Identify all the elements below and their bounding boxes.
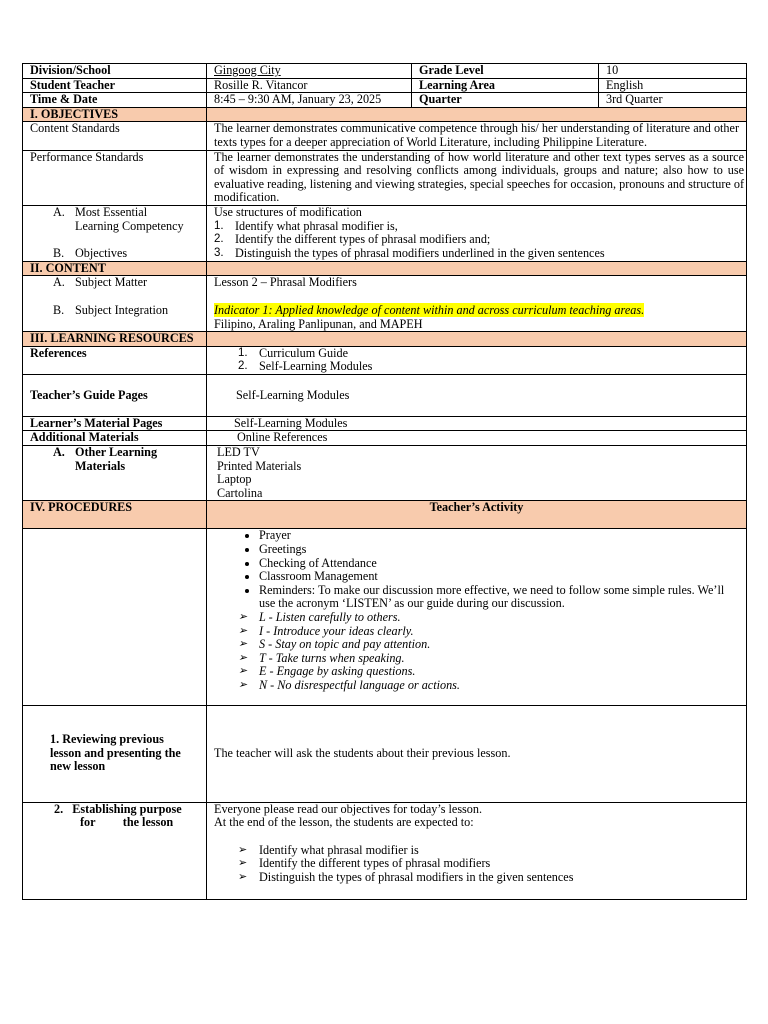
procedures-heading: IV. PROCEDURES <box>23 501 207 529</box>
item-text: L - Listen carefully to others. <box>259 610 401 624</box>
list-item: • Greetings <box>259 543 739 557</box>
references-label: References <box>23 346 207 374</box>
objectives-heading: I. OBJECTIVES <box>23 107 207 122</box>
arrow-bullet-icon: ➢ <box>238 843 248 856</box>
list-item: Laptop <box>217 472 252 487</box>
teacher-label: Student Teacher <box>23 78 207 93</box>
arrow-bullet-icon: ➢ <box>238 624 248 637</box>
subject-label-cell <box>23 276 207 332</box>
item-text: Curriculum Guide <box>259 345 349 360</box>
item-text: Distinguish the types of phrasal modifiers in the given sentences <box>259 869 574 884</box>
list-item <box>214 233 739 247</box>
step1-row <box>23 705 747 802</box>
teachers-guide-row <box>23 374 747 416</box>
competency-content <box>207 205 747 261</box>
teachers-guide-value: Self-Learning Modules <box>207 374 747 416</box>
subject-matter-label: Subject Matter <box>75 275 148 290</box>
division-label: Division/School <box>23 64 207 79</box>
item-text: Self-Learning Modules <box>259 359 373 374</box>
preliminary-row <box>23 529 747 705</box>
step2-intro: Everyone please read our objectives for today’s lesson. <box>214 801 483 816</box>
list-item: • Classroom Management <box>259 570 739 584</box>
preliminary-content <box>207 529 747 705</box>
item-text: Identify the different types of phrasal modifiers and; <box>235 232 491 247</box>
other-materials-letter: A. <box>53 445 65 460</box>
list-item <box>238 347 739 361</box>
integration-letter: B. <box>53 302 65 317</box>
references-row <box>23 346 747 374</box>
item-number: 3. <box>214 246 224 259</box>
quarter-label: Quarter <box>412 93 599 108</box>
indicator-highlight: Indicator 1: Applied knowledge of content within and across curriculum teaching areas. <box>214 302 645 317</box>
arrow-bullet-icon: ➢ <box>238 870 248 883</box>
item-number: 2. <box>238 360 248 373</box>
list-item <box>214 844 739 858</box>
grade-value: 10 <box>599 64 747 79</box>
step2-expectation: At the end of the lesson, the students are expected to: <box>214 815 474 830</box>
step2-content <box>207 802 747 899</box>
other-materials-row <box>23 446 747 501</box>
subject-letter: A. <box>53 275 65 290</box>
area-label: Learning Area <box>412 78 599 93</box>
learners-material-value: Self-Learning Modules <box>207 416 747 431</box>
subject-integration-value: Filipino, Araling Panlipunan, and MAPEH <box>214 316 423 331</box>
arrow-bullet-icon: ➢ <box>238 611 248 623</box>
subject-integration-label: Subject Integration <box>75 302 169 317</box>
step1-label-line2: lesson and presenting the <box>50 745 181 760</box>
lesson-plan-document <box>22 63 746 900</box>
objectives-letter: B. <box>53 246 65 261</box>
teacher-value: Rosille R. Vitancor <box>207 78 412 93</box>
section-objectives <box>23 107 747 122</box>
item-text: Identify what phrasal modifier is <box>259 842 419 857</box>
list-item: • Checking of Attendance <box>259 557 739 571</box>
teachers-activity-heading: Teacher’s Activity <box>207 501 747 529</box>
resources-heading: III. LEARNING RESOURCES <box>23 332 207 347</box>
references-content <box>207 346 747 374</box>
section-resources <box>23 332 747 347</box>
header-row-division <box>23 64 747 79</box>
step2-label-line2: for the lesson <box>80 815 174 830</box>
item-number: 1. <box>238 346 248 359</box>
list-item <box>214 247 739 261</box>
arrow-bullet-icon: ➢ <box>238 638 248 651</box>
list-item: LED TV <box>217 445 260 460</box>
step2-row <box>23 802 747 899</box>
list-item <box>214 652 739 666</box>
header-row-time <box>23 93 747 108</box>
performance-standards-text: The learner demonstrates the understanding of how world literature and other text types serves as a source of wisdom in expressing and resolving conflicts among individuals, groups and nature; also how to use evaluative reading, listening and viewing strategies, special speeches for occasion, pronouns and structure of modification. <box>207 150 747 205</box>
list-item: Cartolina <box>217 485 263 500</box>
additional-materials-row <box>23 431 747 446</box>
step2-list <box>214 844 739 885</box>
subject-content <box>207 276 747 332</box>
step2-label-line1: 2. Establishing purpose <box>54 801 182 816</box>
list-item <box>214 611 739 625</box>
lesson-plan-table <box>22 63 747 900</box>
learners-material-row <box>23 416 747 431</box>
other-materials-label-line1: Other Learning <box>75 445 158 460</box>
additional-materials-label: Additional Materials <box>23 431 207 446</box>
item-text: N - No disrespectful language or actions. <box>259 677 460 692</box>
time-value: 8:45 – 9:30 AM, January 23, 2025 <box>207 93 412 108</box>
list-item <box>238 360 739 374</box>
other-materials-label-cell <box>23 446 207 501</box>
content-standards-text: The learner demonstrates communicative competence through his/ her understanding of literature and other texts types for a deeper appreciation of World Literature, including Philippine Literature. <box>207 122 747 150</box>
teachers-guide-label: Teacher’s Guide Pages <box>23 374 207 416</box>
header-row-teacher <box>23 78 747 93</box>
references-list <box>214 347 739 374</box>
section-procedures <box>23 501 747 529</box>
other-materials-label-line2: Materials <box>75 458 126 473</box>
item-text: E - Engage by asking questions. <box>259 664 416 679</box>
performance-standards-row <box>23 150 747 205</box>
list-item <box>214 679 739 693</box>
item-text: I - Introduce your ideas clearly. <box>259 623 414 638</box>
division-value: Gingoog City <box>207 64 412 79</box>
list-item <box>214 638 739 652</box>
step1-text: The teacher will ask the students about their previous lesson. <box>207 705 747 802</box>
melc-label-line2: Learning Competency <box>75 218 184 233</box>
content-standards-row <box>23 122 747 150</box>
area-value: English <box>599 78 747 93</box>
item-number: 1. <box>214 219 224 232</box>
learners-material-label: Learner’s Material Pages <box>23 416 207 431</box>
item-text: Identify the different types of phrasal modifiers <box>259 856 491 871</box>
melc-label-line1: Most Essential <box>75 204 148 219</box>
content-heading: II. CONTENT <box>23 261 207 276</box>
list-item: • Prayer <box>259 529 739 543</box>
step1-label-line1: 1. Reviewing previous <box>50 732 164 747</box>
content-standards-label: Content Standards <box>23 122 207 150</box>
arrow-bullet-icon: ➢ <box>238 651 248 664</box>
arrow-bullet-icon: ➢ <box>238 857 248 870</box>
list-item: • Reminders: To make our discussion more effective, we need to follow some simple rules. We’ll use the acronym ‘LISTEN’ as our guide during our discussion. <box>259 584 739 611</box>
step1-label <box>23 705 207 802</box>
list-item <box>214 625 739 639</box>
section-content <box>23 261 747 276</box>
step1-label-line3: new lesson <box>50 759 106 774</box>
melc-text: Use structures of modification <box>214 204 362 219</box>
arrow-bullet-icon: ➢ <box>238 678 248 691</box>
additional-materials-value: Online References <box>207 431 747 446</box>
competency-label-cell <box>23 205 207 261</box>
competency-row <box>23 205 747 261</box>
arrow-bullet-icon: ➢ <box>238 665 248 678</box>
item-number: 2. <box>214 233 224 246</box>
item-text: Identify what phrasal modifier is, <box>235 218 398 233</box>
item-text: T - Take turns when speaking. <box>259 650 405 665</box>
list-item <box>214 665 739 679</box>
objectives-label: Objectives <box>75 246 128 261</box>
item-text: S - Stay on topic and pay attention. <box>259 637 431 652</box>
melc-letter: A. <box>53 204 65 219</box>
listen-list <box>214 611 739 693</box>
subject-row <box>23 276 747 332</box>
list-item <box>214 220 739 234</box>
subject-matter-value: Lesson 2 – Phrasal Modifiers <box>214 275 357 290</box>
quarter-value: 3rd Quarter <box>599 93 747 108</box>
time-label: Time & Date <box>23 93 207 108</box>
other-materials-list <box>207 446 747 501</box>
list-item <box>214 857 739 871</box>
grade-label: Grade Level <box>412 64 599 79</box>
list-item <box>214 871 739 885</box>
step2-label <box>23 802 207 899</box>
performance-standards-label: Performance Standards <box>23 150 207 205</box>
item-text: Distinguish the types of phrasal modifiers underlined in the given sentences <box>235 245 605 260</box>
objectives-list <box>214 220 739 261</box>
list-item: Printed Materials <box>217 458 302 473</box>
preliminary-list <box>214 529 739 611</box>
